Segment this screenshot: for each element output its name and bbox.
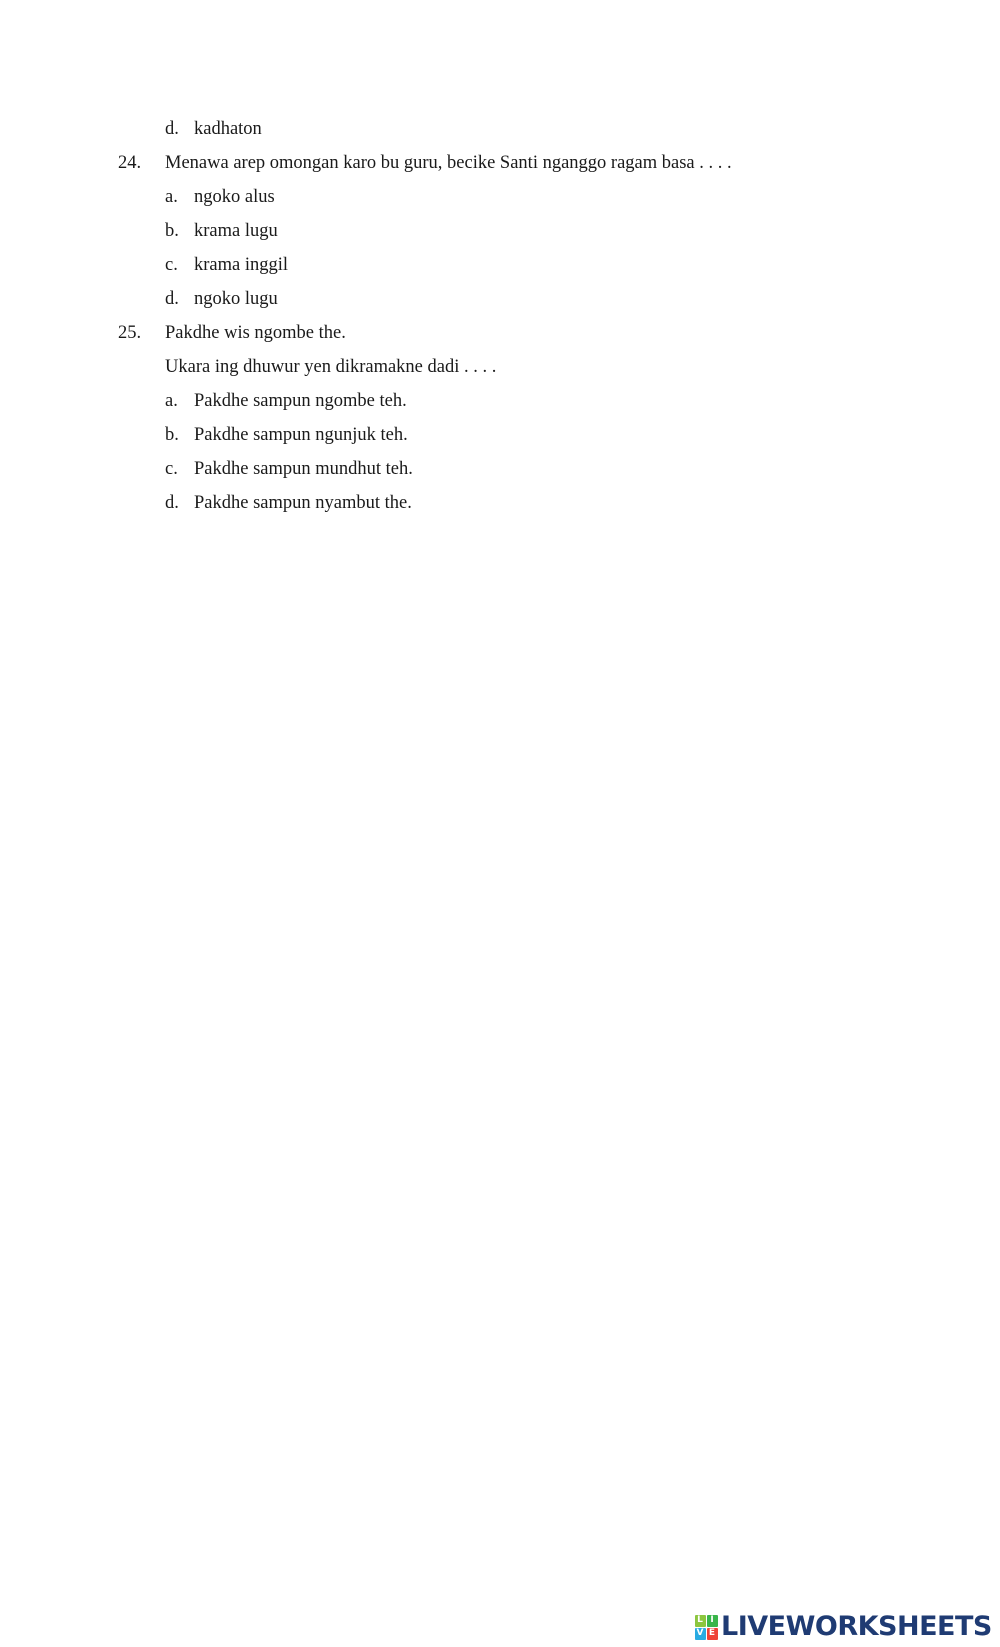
option-text: Pakdhe sampun ngunjuk teh. [194, 425, 408, 445]
question-number: 25. [118, 323, 142, 343]
option-text: Pakdhe sampun ngombe teh. [194, 391, 407, 411]
liveworksheets-icon [694, 1614, 718, 1640]
logo-letter-i: I [707, 1615, 718, 1627]
logo-letter-l: L [695, 1615, 706, 1627]
logo-letter-e: E [707, 1628, 718, 1640]
question-text: Menawa arep omongan karo bu guru, becike Santi nganggo ragam basa . . . . [165, 153, 732, 173]
option-text: ngoko lugu [194, 289, 278, 309]
option-letter: a. [165, 391, 178, 411]
option-letter: b. [165, 221, 179, 241]
option-letter: b. [165, 425, 179, 445]
option-text: krama inggil [194, 255, 289, 275]
liveworksheets-logo [694, 1612, 992, 1642]
option-text: ngoko alus [194, 187, 275, 207]
option-letter: d. [165, 493, 179, 513]
option-letter: d. [165, 289, 179, 309]
option-text: Pakdhe sampun mundhut teh. [194, 459, 413, 479]
option-text: kadhaton [194, 119, 262, 139]
option-text: krama lugu [194, 221, 278, 241]
logo-text: LIVEWORKSHEETS [721, 1611, 992, 1642]
option-letter: c. [165, 255, 178, 275]
question-number: 24. [118, 153, 142, 173]
question-text: Pakdhe wis ngombe the. [165, 323, 346, 343]
option-letter: c. [165, 459, 178, 479]
option-letter: a. [165, 187, 178, 207]
option-letter: d. [165, 119, 179, 139]
logo-letter-v: V [695, 1628, 706, 1640]
prompt-text: Ukara ing dhuwur yen dikramakne dadi . . . . [165, 357, 497, 377]
option-text: Pakdhe sampun nyambut the. [194, 493, 412, 513]
